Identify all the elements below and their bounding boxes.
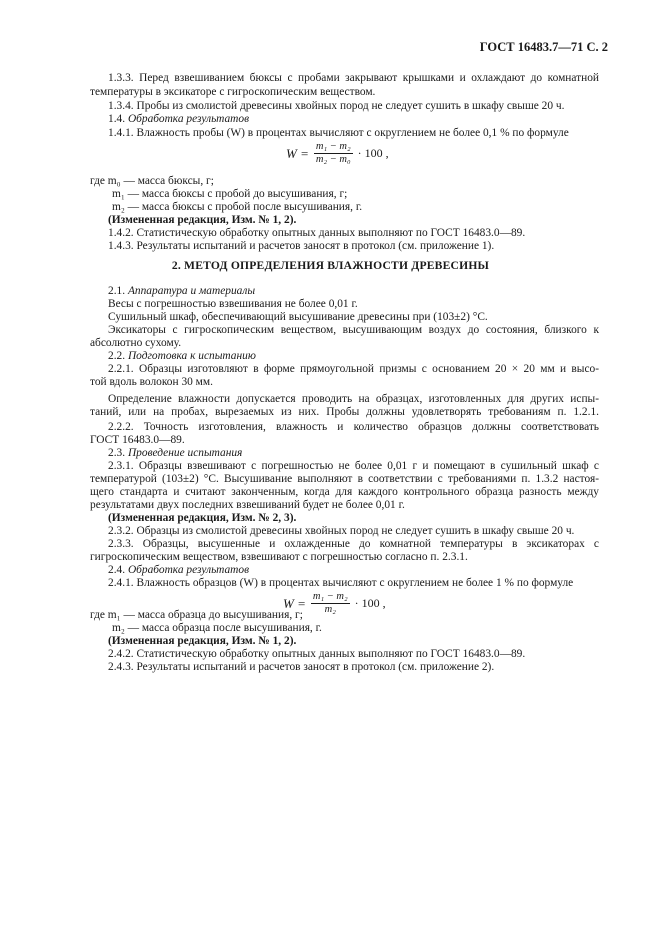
para-2-4-3: 2.4.3. Результаты испытаний и расчетов заносят в протокол (см. приложение 2). [108, 661, 495, 673]
para-2-3-2: 2.3.2. Образцы из смолистой древесины хвойных пород не следует сушить в шкафу свыше 20 ч. [108, 525, 575, 537]
subsection-number: 1.4. [108, 113, 126, 125]
para-desiccator-cont: абсолютно сухому. [90, 337, 182, 349]
page-header: ГОСТ 16483.7—71 С. 2 [479, 40, 608, 54]
para-2-3-1: 2.3.1. Образцы взвешивают с погрешностью не более 0,01 г и помещают в сушильный шкаф с [108, 460, 599, 472]
subsection-title: Подготовка к испытанию [127, 350, 256, 362]
subsection-number: 2.2. [108, 350, 126, 362]
formula-fraction [311, 591, 350, 616]
para-1-4-3: 1.4.3. Результаты испытаний и расчетов заносят в протокол (см. приложение 1). [108, 240, 495, 252]
para-2-3-1-line-2: температурой (103±2) °С. Высушивание выполняют в соответствии с требованиями п. 1.3.2 настоя- [90, 473, 599, 485]
where-line-2: m₂ — масса образца после высушивания, г. [112, 622, 322, 634]
formula-denominator: m₂ − m₀ [315, 154, 351, 165]
subsection-number: 2.1. [108, 285, 126, 297]
formula-lhs: W = [283, 595, 306, 611]
subsection-title: Обработка результатов [127, 113, 250, 125]
where-line-1: где m₀ — масса бюксы, г; [90, 175, 214, 187]
subsection-2-3 [108, 447, 242, 461]
formula-lhs: W = [286, 145, 309, 161]
subsection-title: Аппаратура и материалы [127, 285, 256, 297]
subsection-number: 2.3. [108, 447, 126, 459]
para-2-3-3: 2.3.3. Образцы, высушенные и охлажденные до комнатной температуры в эксикаторах с [108, 538, 599, 550]
para-2-2-2: 2.2.2. Точность изготовления, влажность и количество образцов должны соответствовать [108, 421, 599, 433]
subsection-title: Проведение испытания [127, 447, 243, 459]
para-1-3-3-cont: температуры в эксикаторе с гигроскопическим веществом. [90, 86, 376, 98]
para-2-4-1: 2.4.1. Влажность образцов (W) в процентах вычисляют с округлением не более 1 % по формуле [108, 577, 574, 589]
formula-denominator: m₂ [324, 604, 336, 615]
para-2-2-1: 2.2.1. Образцы изготовляют в форме прямоугольной призмы с основанием 20 × 20 мм и высо- [108, 363, 599, 375]
para-2-2-1-cont: той вдоль волокон 30 мм. [90, 376, 213, 388]
where-line-1: где m₁ — масса образца до высушивания, г; [90, 609, 303, 621]
para-1-4-2: 1.4.2. Статистическую обработку опытных данных выполняют по ГОСТ 16483.0—89. [108, 227, 526, 239]
para-2-4-2: 2.4.2. Статистическую обработку опытных данных выполняют по ГОСТ 16483.0—89. [108, 648, 526, 660]
formula-rhs: · 100 , [354, 596, 386, 610]
formula-numerator: m₁ − m₂ [312, 591, 348, 602]
section-heading: 2. МЕТОД ОПРЕДЕЛЕНИЯ ВЛАЖНОСТИ ДРЕВЕСИНЫ [171, 259, 490, 272]
para-1-3-4: 1.3.4. Пробы из смолистой древесины хвойных пород не следует сушить в шкафу свыше 20 ч. [108, 100, 565, 112]
para-determination: Определение влажности допускается проводить на образцах, изготовленных для других испы- [108, 393, 599, 405]
para-2-3-3-cont: гигроскопическим веществом, взвешивают с погрешностью согласно п. 2.3.1. [90, 551, 468, 563]
para-oven: Сушильный шкаф, обеспечивающий высушивание древесины при (103±2) °С. [108, 311, 488, 323]
edition-note-2-3: (Измененная редакция, Изм. № 2, 3). [108, 512, 297, 524]
formula-rhs: · 100 , [357, 146, 389, 160]
subsection-1-4 [108, 113, 249, 127]
para-2-3-1-line-4: результатами двух последних взвешиваний будет не более 0,01 г. [90, 499, 405, 511]
where-line-2: m₁ — масса бюксы с пробой до высушивания, г; [112, 188, 348, 200]
subsection-2-1 [108, 285, 255, 299]
formula-fraction [314, 141, 353, 166]
subsection-2-4 [108, 564, 249, 578]
subsection-title: Обработка результатов [127, 564, 250, 576]
para-1-4-1: 1.4.1. Влажность пробы (W) в процентах вычисляют с округлением не более 0,1 % по формуле [108, 127, 569, 139]
where-line-3: m₂ — масса бюксы с пробой после высушивания, г. [112, 201, 363, 213]
para-1-3-3: 1.3.3. Перед взвешиванием бюксы с пробами закрывают крышками и охлаждают до комнатной [108, 72, 599, 84]
edition-note-2-4: (Измененная редакция, Изм. № 1, 2). [108, 635, 297, 647]
para-2-2-2-cont: ГОСТ 16483.0—89. [90, 434, 185, 446]
subsection-number: 2.4. [108, 564, 126, 576]
para-determination-cont: таний, или на пробах, вырезаемых из них. Пробы должны удовлетворять требованиям п. 1.2.1. [90, 406, 599, 418]
formula-1 [286, 141, 389, 166]
formula-numerator: m₁ − m₂ [315, 141, 351, 152]
edition-note-1-4: (Измененная редакция, Изм. № 1, 2). [108, 214, 297, 226]
para-scales: Весы с погрешностью взвешивания не более 0,01 г. [108, 298, 358, 310]
para-2-3-1-line-3: щего стандарта и считают законченным, когда для каждого контрольного образца разность между [90, 486, 599, 498]
para-desiccator: Эксикаторы с гигроскопическим веществом, высушивающим воздух до состояния, близкого к [108, 324, 599, 336]
subsection-2-2 [108, 350, 256, 364]
